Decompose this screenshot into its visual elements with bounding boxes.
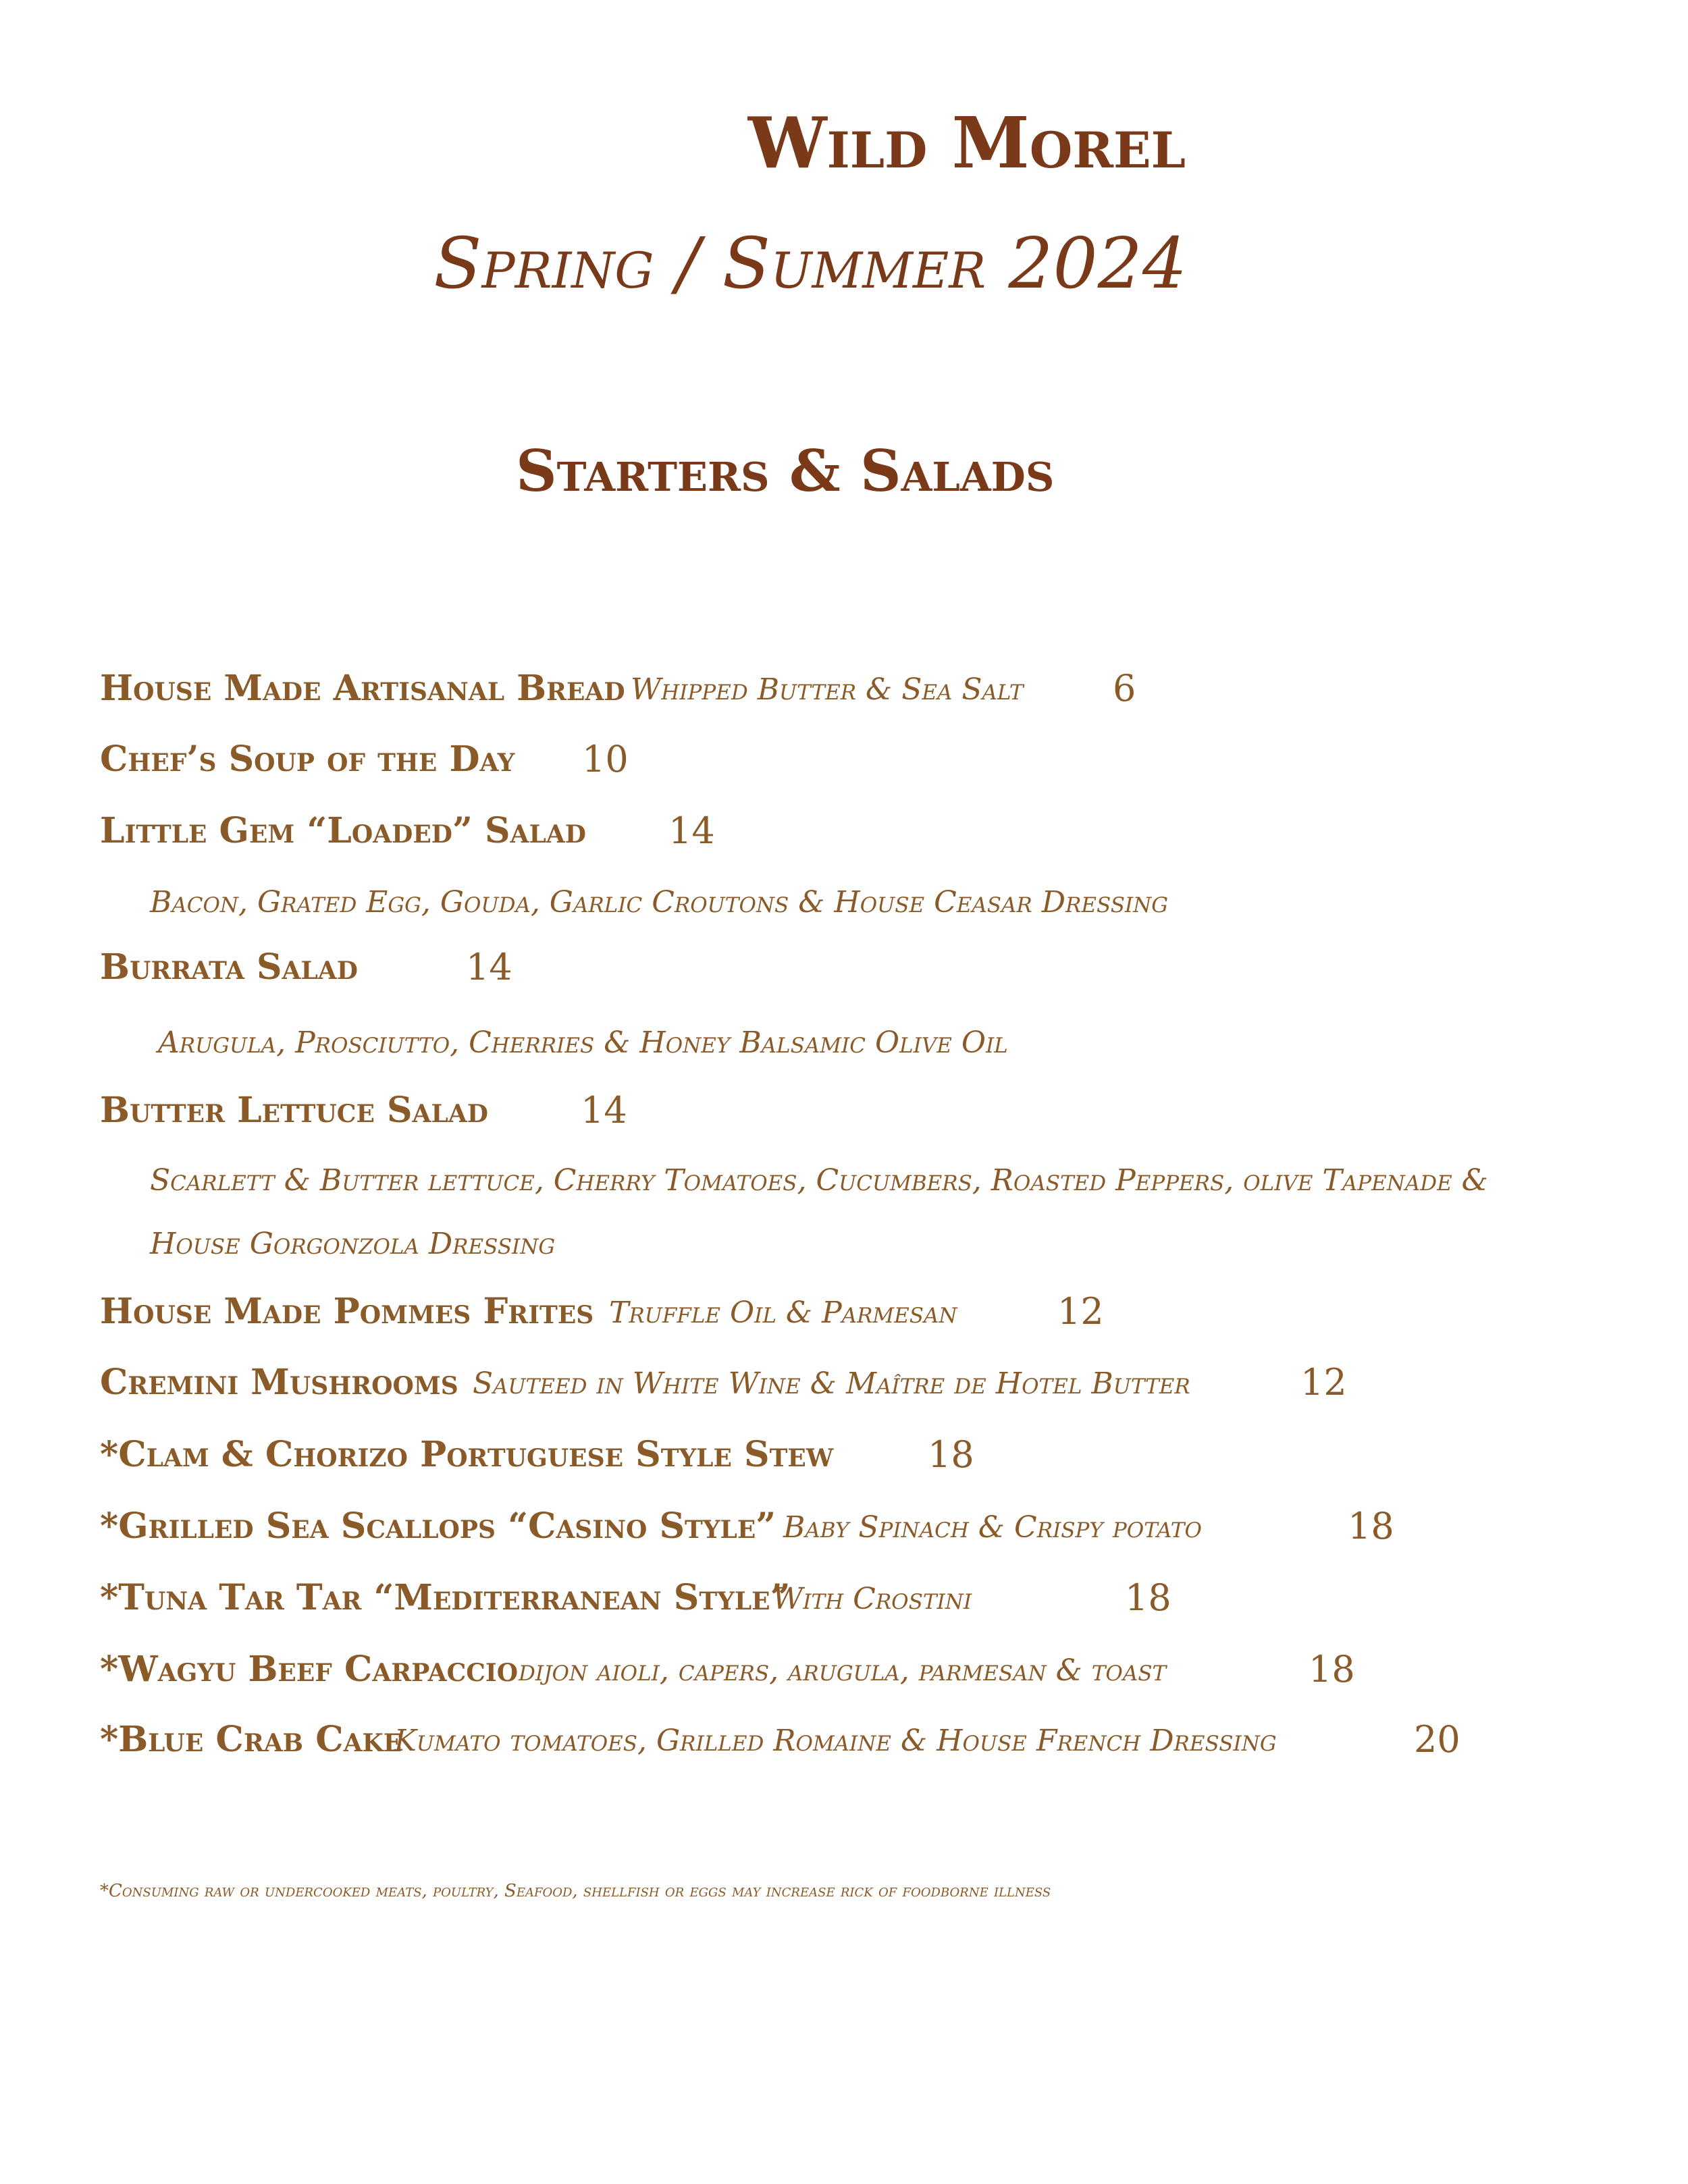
- item-description: Truffle Oil & Parmesan: [609, 1296, 957, 1330]
- item-name: Little Gem “Loaded” Salad: [100, 810, 586, 851]
- item-description: Arugula, Prosciutto, Cherries & Honey Balsamic Olive Oil: [158, 1026, 1008, 1060]
- item-price: 18: [1309, 1648, 1355, 1690]
- item-description: dijon aioli, capers, arugula, parmesan & toast: [519, 1653, 1167, 1688]
- restaurant-title: Wild Morel: [747, 101, 1186, 184]
- item-description: Sauteed in White Wine & Maître de Hotel Butter: [473, 1366, 1190, 1401]
- section-heading: Starters & Salads: [516, 437, 1055, 504]
- item-price: 12: [1057, 1290, 1104, 1333]
- item-name: *Tuna Tar Tar “Mediterranean Style”: [100, 1577, 791, 1618]
- item-name: *Wagyu Beef Carpaccio: [100, 1649, 519, 1690]
- item-price: 18: [1348, 1505, 1394, 1547]
- item-name: Cremini Mushrooms: [100, 1362, 458, 1403]
- item-name: Burrata Salad: [100, 947, 358, 988]
- item-price: 20: [1414, 1718, 1460, 1761]
- item-name: House Made Artisanal Bread: [100, 668, 625, 709]
- item-name: *Blue Crab Cake: [100, 1719, 402, 1760]
- item-description: With Crostini: [772, 1582, 972, 1616]
- item-description: Whipped Butter & Sea Salt: [631, 672, 1024, 707]
- item-price: 18: [928, 1433, 974, 1476]
- item-price: 14: [668, 809, 715, 852]
- item-price: 12: [1300, 1361, 1347, 1404]
- item-name: Chef’s Soup of the Day: [100, 739, 515, 780]
- item-name: *Clam & Chorizo Portuguese Style Stew: [100, 1434, 834, 1475]
- item-price: 6: [1113, 667, 1136, 710]
- item-name: House Made Pommes Frites: [100, 1291, 594, 1332]
- item-description: Baby Spinach & Crispy potato: [783, 1510, 1202, 1545]
- item-name: Butter Lettuce Salad: [100, 1090, 488, 1131]
- item-name: *Grilled Sea Scallops “Casino Style”: [100, 1506, 776, 1547]
- item-price: 18: [1125, 1576, 1171, 1619]
- item-price: 10: [582, 738, 629, 780]
- item-description: Bacon, Grated Egg, Gouda, Garlic Croutons & House Ceasar Dressing: [150, 885, 1169, 920]
- season-subtitle: Spring / Summer 2024: [433, 222, 1187, 304]
- item-description: Scarlett & Butter lettuce, Cherry Tomatoes, Cucumbers, Roasted Peppers, olive Tapenade &: [150, 1163, 1488, 1198]
- item-description: House Gorgonzola Dressing: [150, 1227, 556, 1261]
- footnote-disclaimer: *Consuming raw or undercooked meats, poultry, Seafood, shellfish or eggs may increase rick of foodborne illness: [100, 1881, 1051, 1901]
- item-price: 14: [466, 946, 512, 988]
- item-price: 14: [581, 1089, 627, 1131]
- item-description: Kumato tomatoes, Grilled Romaine & House French Dressing: [394, 1724, 1277, 1758]
